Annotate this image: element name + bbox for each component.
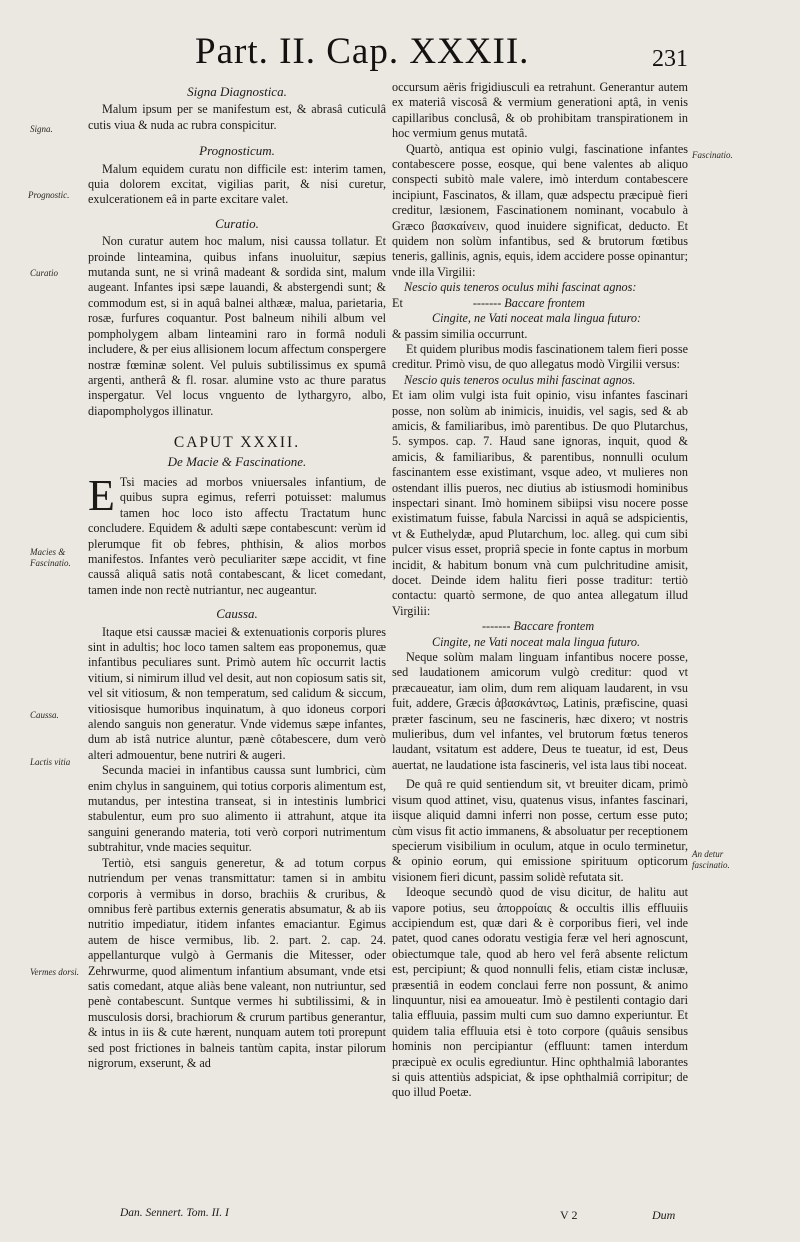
margin-note-an-detur: An detur fascinatio. — [692, 849, 730, 870]
verse-cingite-2: Cingite, ne Vati noceat mala lingua futuro. — [432, 634, 641, 649]
para-occursum: occursum aëris frigidiusculi ea retrahunt. Generantur autem ex materiâ viscosâ & vermium generationi aptâ, in venis capillaribus conclusâ, & ob prohibitam transpirationem in hoc vermium genus mutatâ. — [392, 80, 688, 141]
chapter-title: CAPUT XXXII. — [173, 434, 301, 452]
para-neque: Neque solùm malam linguam infantibus nocere posse, sed laudationem amicorum vulgò creditur: quod vt præcaueatur, iam olim, dum rem aliquam laudarent, in vsu fuit, addere, Græcis ἀβασκάντως, Latinis, præfiscine, quasi præter fascinum, seu ne fascineris, hæc dixero; vt nostris mulieribus, dum vel infantes, vel brutorum fœtus teneros laudant, vsitatum est addere, Deus te tueatur, id est, Deus auertat, ne laudatione ista fascineris, vel ista laus tibi noceat. — [392, 650, 688, 772]
para-secunda: Secunda maciei in infantibus caussa sunt lumbrici, cùm enim chylus in sanguinem, qui totius corporis alimentum est, mutandus, per intestina transeat, si in intestinis lumbrici stabulentur, eum pro suo alimento ii attrahunt, atque ita sanguini generando materia, toti verò corpori nutrimentum subtrahitur, vnde macies sequitur. — [88, 763, 386, 855]
margin-note-prognostic: Prognostic. — [28, 190, 70, 200]
left-column — [88, 80, 386, 1071]
para-signa: Malum ipsum per se manifestum est, & abrasâ cuticulâ cutis viua & nuda ac rubra conspicitur. — [88, 102, 386, 132]
footer-author: Dan. Sennert. Tom. II. I — [120, 1207, 229, 1219]
running-head: Part. II. Cap. XXXII. — [195, 31, 530, 72]
margin-note-caussa: Caussa. — [30, 710, 59, 720]
heading-caussa: Caussa. — [216, 606, 258, 622]
verse-cingite-1: Cingite, ne Vati noceat mala lingua futuro: — [432, 311, 642, 326]
verse-et-line — [392, 296, 688, 311]
margin-note-signa: Signa. — [30, 124, 53, 134]
signature-mark: V 2 — [560, 1208, 578, 1222]
para-de-qua: De quâ re quid sentiendum sit, vt breuiter dicam, primò visum quod attinet, visu, quatenus visus, infantes fascinari, iisque aliquid damni inferri non posse, certum esse puto; cùm visus fit actio immanens, & absoluatur per receptionem specierum visibilium in oculum, atque in oculo terminetur, & opinio eorum, qui emissione spirituum opticorum visionem fieri dicunt, passim solidè refutata sit. — [392, 777, 688, 884]
verse-baccare-1: ------- Baccare frontem — [472, 295, 585, 310]
margin-note-fascinatio: Fascinatio. — [692, 150, 733, 160]
margin-note-lactis: Lactis vitia — [30, 757, 71, 767]
para-caussa: Itaque etsi caussæ maciei & extenuationis corporis plures sint in adultis; hoc loco tamen saltem eas proponemus, quæ infantibus peculiares sunt. Primò autem hîc occurrit lactis vitium, si nimirum illud vel desit, aut non copiosum satis sit, vel sit vitiosum, & non temperatum, sed calidum & siccum, vitiosisque humoribus inquinatum, à quo idoneus corpori alendo sanguis non generatur. Vnde videmus sæpe infantes, dum ab istâ nutrice aluntur, pænè côtabescere, dum verò alteri admouentur, bene nutriri & augeri. — [88, 624, 386, 762]
para-tertio: Tertiò, etsi sanguis generetur, & ad totum corpus nutriendum per venas transmittatur: tamen si in ambitu corporis à vermibus in dorso, brachiis & cruribus, & omnibus ferè partibus externis generatis absumatur, & ab iis nutritio impediatur, itidem infantes emaciantur. Egimus autem de hisce vermibus, lib. 2. part. 2. cap. 24. appellanturque vulgò à Germanis die Mitesser, oder Zehrwurme, quod alimentum infantium absumant, vnde etsi satis comedant, atque aliàs bene valeant, non nutriuntur, sed penè contabescunt. Suntque vermes hi subtilissimi, & in musculosis dorsi, brachiorum & crurum partibus generantur, & intus in iis & cute hærent, nunquam autem toti prorepunt sed post frictiones in balneis tantùm capita, instar pilorum nigrorum, exserunt, & ad — [88, 855, 386, 1070]
catchword: Dum — [652, 1208, 676, 1222]
drop-cap: E — [88, 470, 115, 520]
para-et-iam: Et iam olim vulgi ista fuit opinio, visu infantes fascinari posse, non solùm ab inimicis, inuidis, vel sagis, sed & ab amicis, & familiaribus, imò parentibus. De quo Plutarchus, 5. sympos. cap. 7. Haud sane ignoras, inquit, quod & amicis, & familiaribus, & parentibus, nonnulli oculum fascinantem esse existimant, vsque adeo, vt mulieres non ostendant illis pueros, nec diutius ab istiusmodi hominibus inspectari sinant. Imò hominem sibiipsi visu nocere posse existimatum fuisse, fabula Narcissi in aquâ se adspicientis, vt & Euthelydæ, apud Plutarchum, loc. alleg. qui cum sibi pulcer visus esset, propriâ specie in fonte captus in morbum incidit, & habitum bonum vnà cum pulchritudine amisit, docet. Deinde idem halitu fieri posse traditur: tertiò contactu: quartò sermone, de quo antea allegatum illud Virgilii: — [392, 388, 688, 618]
margin-note-vermes: Vermes dorsi. — [30, 967, 79, 977]
verse-baccare-2: ------- Baccare frontem — [482, 619, 595, 634]
heading-signa: Signa Diagnostica. — [187, 84, 287, 99]
para-et-quidem: Et quidem pluribus modis fascinationem talem fieri posse creditur. Primò visu, de quo allegatus modò Virgilii versus: — [392, 341, 688, 372]
right-column — [392, 80, 688, 1101]
page-number: 231 — [652, 46, 688, 72]
para-macies-text: Tsi macies ad morbos vniuersales infantium, de quibus supra egimus, referri potuisset: malumus tamen hoc loco isto affectu Tractatum hunc concludere. Equidem & adulti sæpe contabescunt: verùm id plerumque fit ob febres, phthisin, & alios morbos manifestos. Infantes verò peculiariter sæpe accidit, vt fine caussâ aliquâ satis notâ contabescant, & licet comedant, tamen inde non rectè nutriantur, nec augeantur. — [88, 474, 386, 597]
para-passim: & passim similia occurrunt. — [392, 326, 528, 341]
heading-curatio: Curatio. — [215, 215, 259, 231]
verse-nescio-1: Nescio quis teneros oculus mihi fascinat agnos: — [404, 280, 637, 295]
para-macies — [88, 470, 386, 598]
para-prognosticum: Malum equidem curatu non difficile est: interim tamen, quia dolorem excitat, vigilias parit, & nisi curetur, exulcerationem eâ in parte excitare valet. — [88, 161, 386, 207]
verse-et: Et — [392, 295, 403, 310]
margin-note-curatio: Curatio — [30, 268, 59, 278]
para-curatio: Non curatur autem hoc malum, nisi caussa tollatur. Et proinde linteamina, quibus infans inuoluitur, sæpius mutanda sunt, ne si vrinâ madeant & sordida sint, malum augeant. Infantes ipsi sæpe lauandi, & abstergendi sunt; & commodum est, si in aquâ balnei althææ, malua, parietaria, rosæ, furfures coquantur. Post balneum nihili album vel pompholygem albam linteamini raro in formâ noduli includere, & per eius allisionem locum affectum conspergere nostræ fœminæ solent. Vel puluis subtilissimus ex spumâ argenti, antherâ & fl. rosar. alumine vsto ac thure paratus inspergatur. Vel locus vnguento de lythargyro, albo, diapompholygos illinatur. — [88, 234, 386, 418]
para-ideoque: Ideoque secundò quod de visu dicitur, de halitu aut vapore potius, seu ἀπορροίαις & occultis illis effluuiis accipiendum est, quæ dari & è corporibus fieri, vel inde patet, quod canes odoratu vestigia feræ vel heri agnoscunt, obiectumque tale, quod ab hero vel ferâ absente relictum est, percipiunt; & quod nonnulli felis, etiam cistæ inclusæ, præsentiâ in eodem conclaui ferre non possunt, & animo linquuntur, nisi ea amoueatur. Imò è pestilenti contagio dari talia effluuia, passim multi cum suo damno experiuntur. Et quidem talia effluuia etsi è toto corpore (quâuis sensibus hominis non percipiantur (effluunt: tamen interdum præcipuè ex oculis egrediuntur. Hinc ophthalmiâ laborantes si quis attentiùs adspiciat, & ipse ophthalmiâ corripitur; de quo illud Poetæ. — [392, 885, 688, 1100]
para-quarto: Quartò, antiqua est opinio vulgi, fascinatione infantes contabescere posse, eosque, qui bene valentes ab aliquo conspecti subitò male valere, imò interdum contabescere incipiunt, Fascinatos, & illam, quæ adspectu præcipuè fieri creditur, læsionem, Fascinationem nominant, vocabulo à Græco βασκαίνειν, quod inuidere significat, deducto. Et quidem non solùm infantibus, sed & brutorum fœtibus teneris, gallinis, agnis, equis, idem accidere posse opinantur; vnde illa Virgilii: — [392, 141, 688, 279]
margin-note-macies: Macies & Fascinatio. — [30, 547, 71, 568]
heading-prognosticum: Prognosticum. — [199, 143, 275, 159]
chapter-subtitle: De Macie & Fascinatione. — [167, 453, 307, 469]
verse-nescio-2: Nescio quis teneros oculus mihi fascinat agnos. — [404, 372, 636, 387]
